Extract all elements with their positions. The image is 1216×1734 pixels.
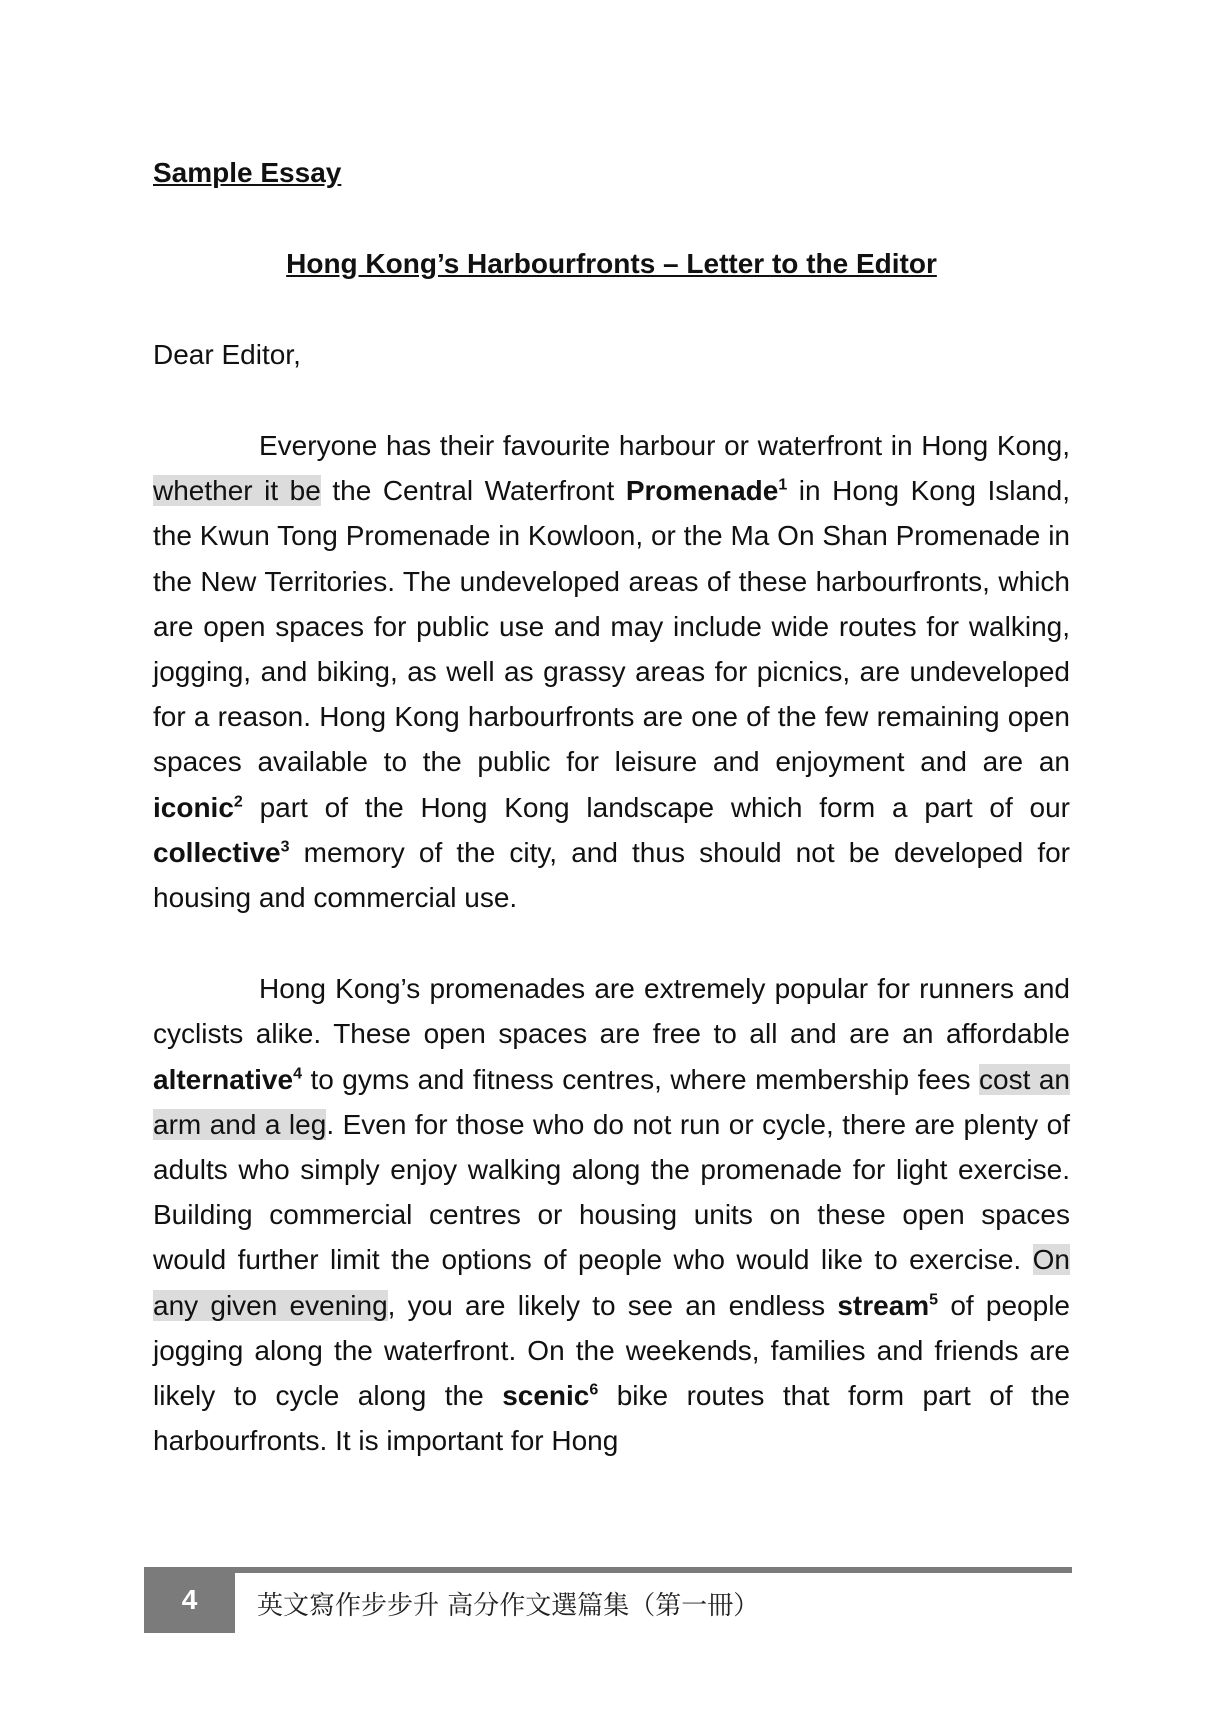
highlighted-phrase: whether it be [153,475,321,507]
footnote-marker: 4 [293,1065,302,1083]
text-run: memory of the city, and thus should not be developed for housing and commercial use. [153,836,1070,914]
vocab-word-text: stream [837,1289,930,1321]
essay-title: Hong Kong’s Harbourfronts – Letter to the Editor [286,248,937,279]
text-run: to gyms and fitness centres, where membership fees [301,1063,980,1095]
footnote-marker: 1 [778,476,788,494]
text-run: bike routes that form part of the harbourfronts. It is important for Hong [153,1380,1070,1457]
footnote-marker: 2 [233,793,243,811]
vocab-word [153,837,290,868]
page-number-box [144,1567,235,1633]
text-run: , you are likely to see an endless [387,1289,838,1321]
page-number: 4 [181,1584,198,1615]
vocab-word-text: scenic [502,1380,590,1412]
vocab-word [837,1290,938,1321]
text-run: Everyone has their favourite harbour or waterfront in Hong Kong, [259,430,1070,461]
vocab-word-text: collective [153,836,281,868]
vocab-word-text: alternative [153,1063,294,1095]
vocab-word-text: Promenade [625,475,779,507]
section-label: Sample Essay [153,157,342,188]
highlighted-phrase: On any given evening [153,1244,1070,1321]
text-run: in Hong Kong Island, the Kwun Tong Promenade in Kowloon, or the Ma On Shan Promenade in the New Territories. The undeveloped areas of these harbourfronts, which are open spaces for public use and may include wide routes for walking, jogging, and biking, as well as grassy areas for picnics, are undeveloped for a reason. Hong Kong harbourfronts are one of the few remaining open spaces available to the public for leisure and enjoyment and are an [153,475,1070,778]
vocab-word [502,1380,598,1411]
text-run: . Even for those who do not run or cycle, there are plenty of adults who simply enjoy walking along the promenade for light exercise. Building commercial centres or housing units on these open spaces would further limit the options of people who would like to exercise. [153,1108,1070,1276]
text-run: part of the Hong Kong landscape which form a part of our [242,791,1070,823]
salutation: Dear Editor, [153,339,301,370]
paragraph-2 [153,966,1070,1463]
vocab-word [153,792,243,823]
footnote-marker: 3 [280,838,290,856]
vocab-word [626,475,787,506]
text-run: the Central Waterfront [320,475,626,507]
text-run: Hong Kong’s promenades are extremely popular for runners and cyclists alike. These open spaces are free to all and are an affordable [153,973,1070,1050]
text-run: of people jogging along the waterfront. On the weekends, families and friends are likely to cycle along the [153,1289,1070,1412]
vocab-word-text: iconic [153,791,234,823]
footer-rule [144,1567,1072,1573]
highlighted-phrase: cost an arm and a leg [153,1063,1070,1140]
paragraph-1 [153,423,1070,920]
vocab-word [153,1064,302,1095]
footnote-marker: 5 [929,1291,939,1309]
essay-content [153,150,1070,1463]
book-title: 英文寫作步步升 高分作文選篇集（第一冊） [257,1591,760,1621]
footnote-marker: 6 [589,1381,599,1399]
